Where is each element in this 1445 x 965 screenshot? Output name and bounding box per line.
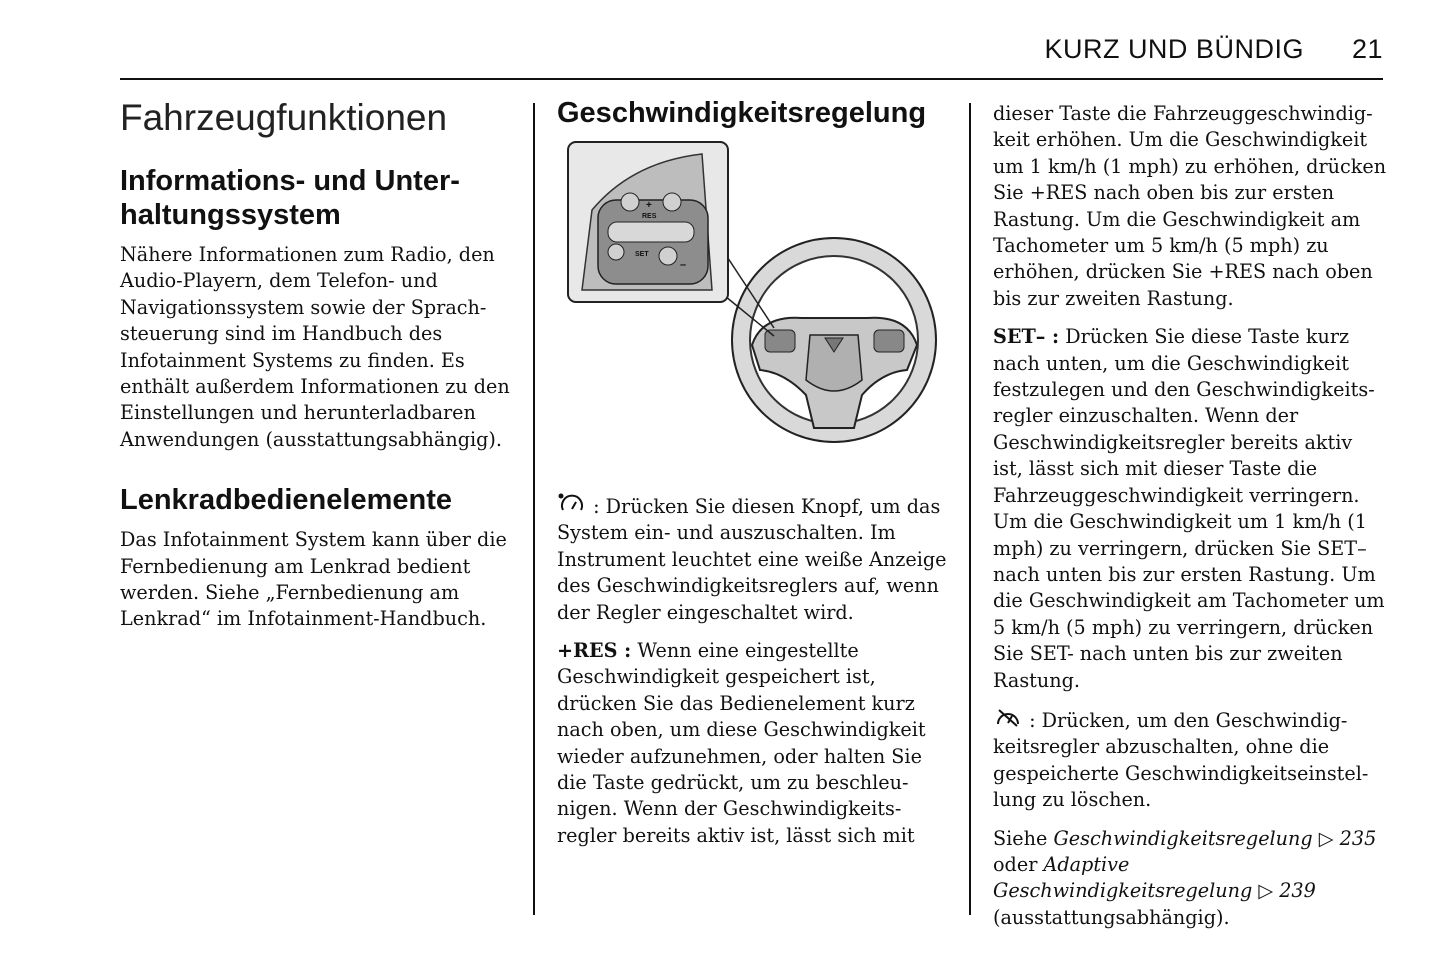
res-term: +RES : <box>557 639 632 663</box>
cancel-text: : Drücken, um den Geschwindigkeitsregler abzuschalten, ohne die gespeicherte Geschwindigkeitseinstellung zu löschen. <box>993 708 1369 812</box>
set-minus-label: – <box>680 259 687 271</box>
section-title: Fahrzeugfunktionen <box>120 97 448 138</box>
steering-controls-text: Das Infotainment System kann über die Fernbedienung am Lenkrad bedient werden. Siehe „Fernbedienung am Lenkrad“ im Infotainment-Handbuch. <box>120 528 507 631</box>
onoff-text: : Drücken Sie diesen Knopf, um das System ein- und auszuschalten. Im Instrument leuchtet eine weiße Anzeige des Geschwindigkeitsreglers auf, wenn der Regler eingeschaltet wird. <box>557 495 947 624</box>
steering-wheel-figure <box>562 140 942 450</box>
set-paragraph <box>993 324 1388 694</box>
control-inset <box>568 142 728 302</box>
set-text: Drücken Sie diese Taste kurz nach unten, um die Geschwindigkeit festzulegen und den Geschwindigkeitsregler einzuschalten. Wenn der Geschwindigkeitsregler bereits aktiv ist, lässt sich mit dieser Taste die Fahrzeuggeschwindigkeit verringern. Um die Geschwindigkeit um 1 km/h (1 mph) zu verringern, drücken Sie SET– nach unten bis zur ersten Rastung. Um die Geschwindigkeit am Tachometer um 5 km/h (5 mph) zu verringern, drücken Sie SET- nach unten bis zur zweiten Rastung. <box>993 325 1385 692</box>
cancel-paragraph <box>993 706 1388 814</box>
info-heading-line2: haltungssystem <box>120 199 341 231</box>
ref-cruise-control[interactable]: Geschwindigkeitsregelung <box>1053 826 1313 850</box>
running-header <box>1044 34 1383 65</box>
cruise-cancel-button[interactable] <box>663 193 681 211</box>
set-term: SET– : <box>993 325 1060 349</box>
res-paragraph <box>557 638 947 849</box>
middle-column <box>557 96 947 861</box>
left-column <box>120 96 515 645</box>
res-text: Wenn eine eingestellte Geschwindigkeit gespeichert ist, drücken Sie das Bedienelement kurz nach oben, um diese Geschwindigkeit wieder aufzunehmen, oder halten Sie die Taste gedrückt, um zu beschleunigen. Wenn der Geschwindigkeitsregler bereits aktiv ist, lässt sich mit <box>557 639 926 847</box>
header-rule <box>120 78 1383 80</box>
res-label: RES <box>642 213 657 220</box>
see-also-paragraph <box>993 826 1388 932</box>
ref-adaptive-cruise[interactable]: Adaptive Geschwindigkeitsregelung <box>993 852 1253 903</box>
ref-arrow-icon-2: ▷ <box>1258 879 1274 903</box>
set-label: SET <box>635 251 649 258</box>
info-heading-line1: Informations- und Unter- <box>120 165 460 197</box>
ref-cruise-control-page[interactable]: 235 <box>1339 826 1377 850</box>
chapter-title: KURZ UND BÜNDIG <box>1044 34 1304 64</box>
cruise-onoff-button[interactable] <box>621 193 639 211</box>
cruise-control-heading: Geschwindigkeitsregelung <box>557 97 927 129</box>
info-heading <box>120 164 515 232</box>
ref-arrow-icon: ▷ <box>1318 826 1334 850</box>
info-text: Nähere Informationen zum Radio, den Audio-Playern, dem Telefon- und Navigationssystem sowie der Sprachsteuerung sind im Handbuch des Infotainment Systems zu finden. Es enthält außerdem Informationen zu den Einstellungen und herunterladbaren Anwendungen (ausstattungsabhängig). <box>120 243 510 451</box>
see-prefix: Siehe <box>993 826 1054 850</box>
see-suffix: (ausstattungsabhängig). <box>993 905 1230 929</box>
res-plus-label: + <box>646 200 652 211</box>
or-text: oder <box>993 852 1044 876</box>
cruise-cancel-icon <box>993 706 1023 730</box>
res-continuation: dieser Taste die Fahrzeuggeschwindigkeit erhöhen. Um die Geschwindigkeit um 1 km/h (1 mph) zu erhöhen, drücken Sie +RES nach oben bis zur ersten Rastung. Um die Geschwindigkeit am Tachometer um 5 km/h (5 mph) zu erhöhen, drücken Sie +RES nach oben bis zur zweiten Rastung. <box>993 102 1387 310</box>
right-column <box>993 101 1388 943</box>
page-number: 21 <box>1351 34 1383 64</box>
ref-adaptive-cruise-page[interactable]: 239 <box>1279 879 1316 903</box>
steering-wheel-drawing <box>732 238 936 442</box>
column-divider-2 <box>969 103 971 915</box>
steering-controls-heading: Lenkradbedienelemente <box>120 484 452 517</box>
column-divider-1 <box>533 103 535 915</box>
onoff-paragraph <box>557 492 947 626</box>
cruise-control-icon <box>557 492 587 516</box>
steering-wheel-illustration <box>562 140 942 450</box>
